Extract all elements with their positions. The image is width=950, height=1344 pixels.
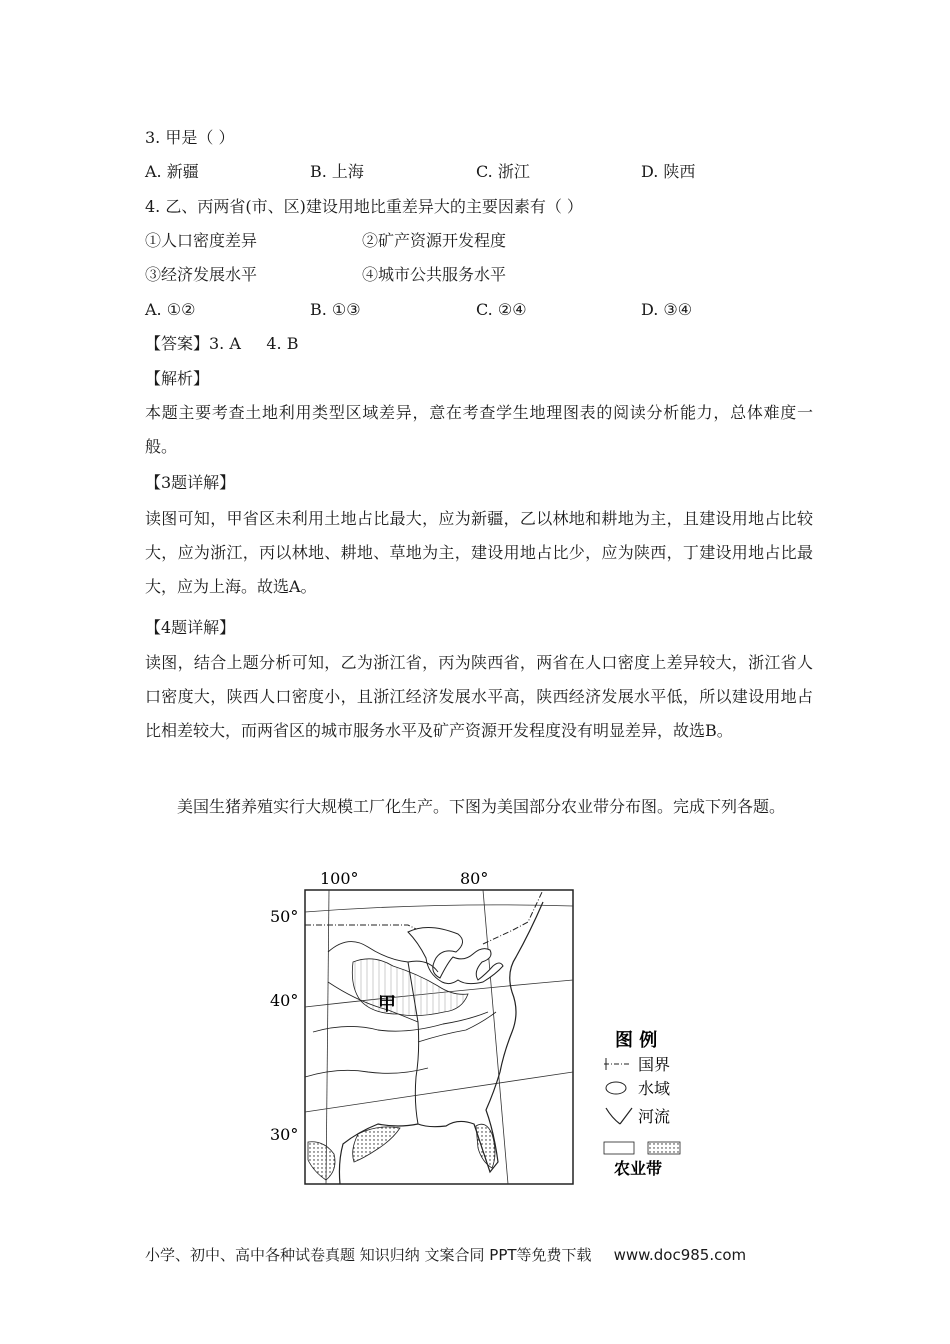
page-footer (145, 1244, 746, 1265)
footer-text: 小学、初中、高中各种试卷真题 知识归纳 文案合同 PPT等免费下载 (145, 1246, 592, 1264)
q3-option-a: A. 新疆 (145, 162, 199, 181)
footer-url[interactable]: www.doc985.com (613, 1246, 747, 1264)
lon-label-80: 80° (460, 869, 489, 888)
q4-item-3: ③经济发展水平 (145, 265, 258, 284)
legend-border-label: 国界 (638, 1055, 671, 1074)
question-4-stem: 4. 乙、丙两省(市、区)建设用地比重差异大的主要因素有（ ） (145, 197, 583, 216)
analysis-text: 本题主要考查土地利用类型区域差异，意在考查学生地理图表的阅读分析能力，总体难度一般。 (145, 403, 813, 456)
analysis-header: 【解析】 (145, 369, 210, 388)
q4-item-4: ④城市公共服务水平 (362, 265, 507, 284)
intro-paragraph: 美国生猪养殖实行大规模工厂化生产。下图为美国部分农业带分布图。完成下列各题。 (177, 797, 786, 816)
q4-item-1: ①人口密度差异 (145, 231, 258, 250)
lon-label-100: 100° (320, 869, 359, 888)
legend-river-label: 河流 (638, 1107, 671, 1126)
lat-label-30: 30° (270, 1125, 299, 1144)
legend-belts (604, 1142, 680, 1178)
q3-option-d: D. 陕西 (641, 162, 696, 181)
q4-item-2: ②矿产资源开发程度 (362, 231, 507, 250)
region-label-jia: 甲 (378, 994, 396, 1015)
q4-option-b: B. ①③ (310, 300, 361, 319)
detail-4-text: 读图，结合上题分析可知，乙为浙江省，丙为陕西省，两省在人口密度上差异较大，浙江省人口密度大，陕西人口密度小，且浙江经济发展水平高，陕西经济发展水平低，所以建设用地占比相差较大，而两省区的城市服务水平及矿产资源开发程度没有明显差异，故选B。 (145, 653, 813, 740)
q3-option-b: B. 上海 (310, 162, 364, 181)
legend-water-label: 水域 (638, 1079, 671, 1098)
q4-option-d: D. ③④ (641, 300, 693, 319)
question-3-stem: 3. 甲是（ ） (145, 128, 235, 147)
legend-border (604, 1055, 670, 1074)
lat-label-40: 40° (270, 991, 299, 1010)
legend-title: 图 例 (615, 1030, 658, 1051)
detail-3-header: 【3题详解】 (145, 473, 236, 492)
lat-label-50: 50° (270, 907, 299, 926)
us-agriculture-belt-map (268, 862, 700, 1192)
detail-3-text: 读图可知，甲省区未利用土地占比最大，应为新疆，乙以林地和耕地为主，且建设用地占比较大，应为浙江，丙以林地、耕地、草地为主，建设用地占比少，应为陕西，丁建设用地占比最大，应为上海。故选A。 (145, 509, 813, 596)
legend-river (606, 1107, 670, 1126)
answer-line: 【答案】3. A 4. B (145, 334, 299, 353)
legend-water (606, 1079, 670, 1098)
q4-option-a: A. ①② (145, 300, 196, 319)
q3-option-c: C. 浙江 (476, 162, 530, 181)
q4-option-c: C. ②④ (476, 300, 527, 319)
detail-4-header: 【4题详解】 (145, 618, 236, 637)
legend-belt-label: 农业带 (614, 1159, 663, 1178)
